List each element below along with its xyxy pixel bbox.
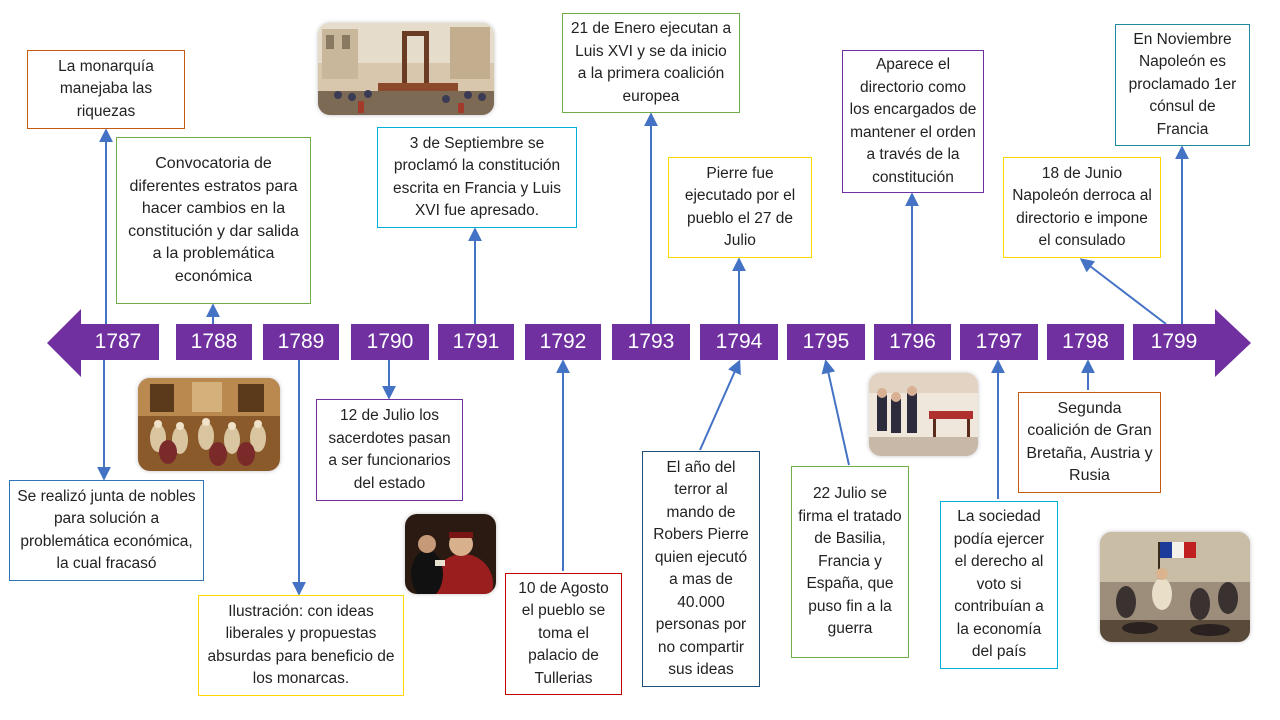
- event-1798-top: 18 de Junio Napoleón derroca al directorio e impone el consulado: [1003, 157, 1161, 258]
- year-1791: 1791: [438, 324, 514, 360]
- event-1792-bottom: 10 de Agosto el pueblo se toma el palacio de Tullerias: [505, 573, 622, 695]
- liberty-battle-painting: [1100, 532, 1250, 642]
- event-1794-bottom: El año del terror al mando de Robers Pierre quien ejecutó a mas de 40.000 personas por no compartir sus ideas: [642, 451, 760, 687]
- event-1789-bottom: Ilustración: con ideas liberales y propuestas absurdas para beneficio de los monarcas.: [198, 595, 404, 696]
- timeline-arrow-right: [1215, 309, 1251, 377]
- year-1790: 1790: [351, 324, 429, 360]
- year-1795: 1795: [787, 324, 865, 360]
- year-1788: 1788: [176, 324, 252, 360]
- year-1796: 1796: [874, 324, 951, 360]
- year-1793: 1793: [612, 324, 690, 360]
- event-1790-bottom: 12 de Julio los sacerdotes pasan a ser funcionarios del estado: [316, 399, 463, 501]
- connector-1795-bottom: [826, 362, 849, 465]
- year-1797: 1797: [960, 324, 1038, 360]
- event-1799-top: En Noviembre Napoleón es proclamado 1er cónsul de Francia: [1115, 24, 1250, 146]
- event-1795-bottom: 22 Julio se firma el tratado de Basilia, Francia y España, que puso fin a la guerra: [791, 466, 909, 658]
- directory-painting: [869, 373, 978, 456]
- timeline-arrow-left: [47, 309, 81, 377]
- event-1798-bottom: Segunda coalición de Gran Bretaña, Austria y Rusia: [1018, 392, 1161, 493]
- year-1792: 1792: [525, 324, 601, 360]
- year-1794: 1794: [700, 324, 778, 360]
- year-1787: 1787: [77, 324, 159, 360]
- year-1789: 1789: [263, 324, 339, 360]
- event-1794-top: Pierre fue ejecutado por el pueblo el 27 de Julio: [668, 157, 812, 258]
- year-1799: 1799: [1133, 324, 1215, 360]
- event-1788-top: Convocatoria de diferentes estratos para hacer cambios en la constitución y dar salida a la problemática económica: [116, 137, 311, 304]
- year-1798: 1798: [1047, 324, 1124, 360]
- connector-1794-bottom: [700, 362, 739, 450]
- clergy-painting: [405, 514, 496, 594]
- event-1791-top: 3 de Septiembre se proclamó la constitución escrita en Francia y Luis XVI fue apresado.: [377, 127, 577, 228]
- event-1796-top: Aparece el directorio como los encargados de mantener el orden a través de la constitución: [842, 50, 984, 193]
- salon-painting: [138, 378, 280, 471]
- guillotine-painting: [318, 23, 494, 115]
- event-1787-bottom: Se realizó junta de nobles para solución a problemática económica, la cual fracasó: [9, 480, 204, 581]
- connector-1799-to-1798: [1082, 260, 1166, 324]
- event-1787-top: La monarquía manejaba las riquezas: [27, 50, 185, 129]
- event-1797-bottom: La sociedad podía ejercer el derecho al voto si contribuían a la economía del país: [940, 501, 1058, 669]
- event-1793-top: 21 de Enero ejecutan a Luis XVI y se da inicio a la primera coalición europea: [562, 13, 740, 113]
